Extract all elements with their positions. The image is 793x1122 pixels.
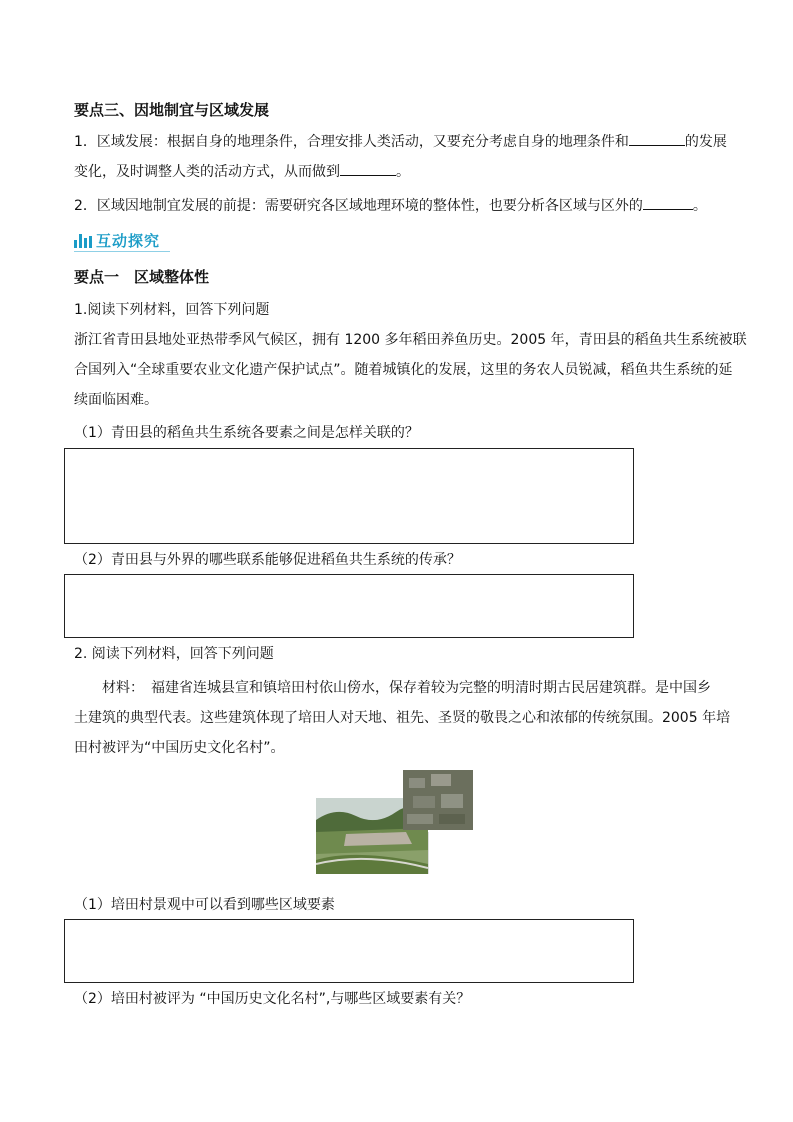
fill-blank-item-1-cont bbox=[74, 158, 724, 186]
fill-blank-item-1 bbox=[74, 128, 727, 156]
q1-sub1: （1）青田县的稻鱼共生系统各要素之间是怎样关联的？ bbox=[74, 425, 419, 441]
q1-material-line: 续面临困难。 bbox=[74, 392, 158, 408]
q1-material-line: 合国列入“全球重要农业文化遗产保护试点”。随着城镇化的发展，这里的务农人员锐减，稻鱼共生系统的延 bbox=[74, 362, 733, 378]
item2-text-b: 。 bbox=[692, 198, 707, 214]
q1-material-line: 浙江省青田县地处亚热带季风气候区，拥有 1200 多年稻田养鱼历史。2005 年，青田县的稻鱼共生系统被联 bbox=[74, 332, 747, 348]
point-heading: 要点一 区域整体性 bbox=[74, 268, 210, 286]
village-photo bbox=[316, 770, 484, 888]
q1-instruction: 1.阅读下列材料，回答下列问题 bbox=[74, 302, 270, 318]
rooftops-image bbox=[403, 770, 473, 830]
q2-material-line: 材料： 福建省连城县宣和镇培田村依山傍水，保存着较为完整的明清时期古民居建筑群。是中国乡 bbox=[102, 680, 711, 696]
interactive-header bbox=[74, 230, 160, 251]
title-underline bbox=[74, 251, 170, 252]
item1-text-c: 变化，及时调整人类的活动方式，从而做到 bbox=[74, 164, 340, 180]
q2-sub1: （1）培田村景观中可以看到哪些区域要素 bbox=[74, 897, 335, 913]
blank-2 bbox=[340, 161, 396, 176]
answer-box-q2-1[interactable] bbox=[64, 919, 634, 983]
blank-panel bbox=[428, 832, 471, 874]
q2-material-line: 土建筑的典型代表。这些建筑体现了培田人对天地、祖先、圣贤的敬畏之心和浓郁的传统氛围。2005 年培 bbox=[74, 710, 731, 726]
interactive-title: 互动探究 bbox=[96, 232, 161, 250]
item1-text-a: 1．区域发展：根据自身的地理条件，合理安排人类活动，又要充分考虑自身的地理条件和 bbox=[74, 134, 629, 150]
section-heading: 要点三、因地制宜与区域发展 bbox=[74, 101, 270, 119]
answer-box-q1-1[interactable] bbox=[64, 448, 634, 544]
fill-blank-item-2 bbox=[74, 192, 724, 220]
q2-sub2: （2）培田村被评为 “中国历史文化名村”,与哪些区域要素有关？ bbox=[74, 991, 471, 1007]
q1-sub2: （2）青田县与外界的哪些联系能够促进稻鱼共生系统的传承？ bbox=[74, 552, 461, 568]
blank-1 bbox=[629, 131, 685, 146]
q2-instruction: 2. 阅读下列材料，回答下列问题 bbox=[74, 646, 274, 662]
item1-text-d: 。 bbox=[396, 164, 410, 180]
item1-text-b: 的发展 bbox=[684, 134, 727, 150]
answer-box-q1-2[interactable] bbox=[64, 574, 634, 638]
blank-3 bbox=[643, 195, 693, 210]
q2-material-line: 田村被评为“中国历史文化名村”。 bbox=[74, 740, 285, 756]
people-chat-icon bbox=[74, 234, 92, 248]
item2-text-a: 2．区域因地制宜发展的前提：需要研究各区域地理环境的整体性，也要分析各区域与区外的 bbox=[74, 198, 643, 214]
